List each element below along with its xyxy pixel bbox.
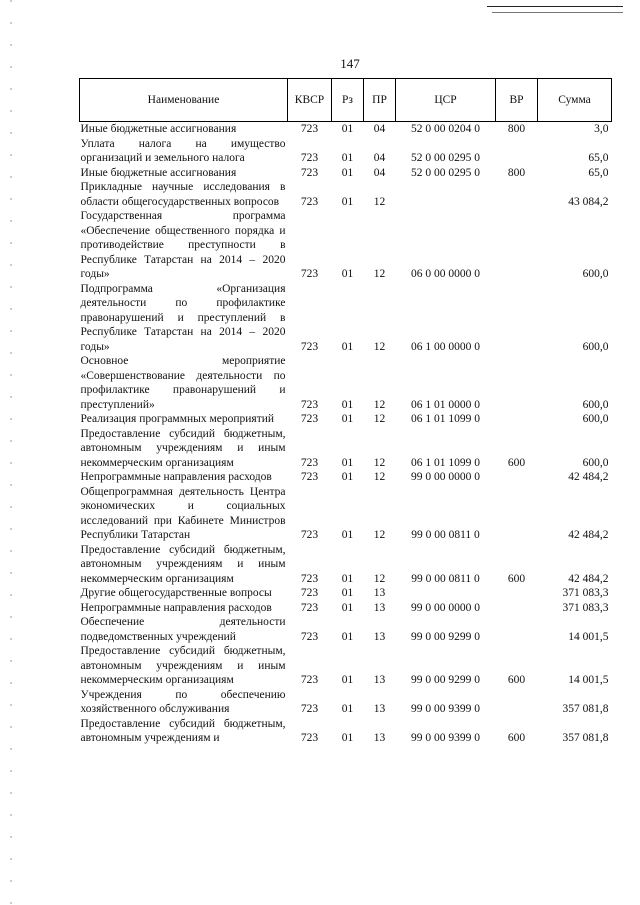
row-pr: 12: [373, 529, 386, 541]
row-kvsr: 723: [300, 572, 319, 585]
row-csr: 99 0 00 0000 0: [411, 471, 480, 483]
row-rz: 01: [341, 732, 354, 744]
row-rz: 01: [341, 398, 354, 411]
row-name: Иные бюджетные ассигнования: [80, 123, 237, 135]
row-sum: 42 484,2: [568, 529, 609, 541]
row-sum: 600,0: [582, 340, 609, 353]
row-csr: 99 0 00 0000 0: [411, 601, 480, 614]
row-kvsr: 723: [300, 471, 319, 483]
table-row: [80, 470, 612, 485]
table-row: [80, 601, 612, 616]
row-pr: 12: [373, 268, 386, 280]
row-pr: 12: [373, 195, 386, 208]
row-sum: 3,0: [594, 123, 609, 135]
row-vr: [496, 354, 538, 412]
table-row: [80, 644, 612, 688]
row-vr: 600: [507, 572, 526, 585]
row-vr: [496, 470, 538, 485]
row-sum: 42 484,2: [568, 471, 609, 483]
row-csr: 52 0 00 0295 0: [411, 166, 480, 179]
row-pr: 12: [373, 572, 386, 585]
row-vr: [496, 209, 538, 282]
row-sum: 14 001,5: [568, 630, 609, 643]
row-name: Предоставление субсидий бюджетным, автономным учреждениям и иным некоммерческим организациям: [80, 645, 286, 686]
row-vr: 800: [507, 166, 526, 179]
header-name: Наименование: [80, 79, 288, 122]
row-kvsr: 723: [300, 413, 319, 425]
table-row: [80, 282, 612, 355]
row-rz: 01: [341, 340, 354, 353]
table-row: [80, 615, 612, 644]
row-rz: 01: [341, 413, 354, 425]
row-csr: 52 0 00 0295 0: [411, 152, 480, 164]
row-pr: 12: [373, 413, 386, 425]
row-rz: 01: [341, 630, 354, 643]
row-vr: 600: [507, 456, 526, 469]
header-rule: [487, 6, 623, 7]
table-body: [80, 122, 612, 746]
row-pr: 13: [373, 587, 386, 599]
row-csr: 06 1 00 0000 0: [411, 340, 480, 353]
table-row: [80, 166, 612, 181]
row-pr: 12: [373, 340, 386, 353]
row-kvsr: 723: [300, 166, 319, 179]
header-sum: Сумма: [538, 79, 612, 122]
row-vr: [496, 180, 538, 209]
row-vr: [496, 412, 538, 427]
row-kvsr: 723: [300, 601, 319, 614]
row-pr: 04: [373, 123, 386, 135]
row-rz: 01: [341, 471, 354, 483]
row-csr: 99 0 00 0811 0: [411, 572, 480, 585]
row-name: Иные бюджетные ассигнования: [80, 166, 237, 179]
row-rz: 01: [341, 674, 354, 686]
row-rz: 01: [341, 587, 354, 599]
row-kvsr: 723: [300, 630, 319, 643]
row-kvsr: 723: [300, 456, 319, 469]
budget-table: [79, 78, 612, 746]
row-kvsr: 723: [300, 123, 319, 135]
row-kvsr: 723: [300, 674, 319, 686]
row-sum: 14 001,5: [568, 674, 609, 686]
table-row: [80, 717, 612, 746]
header-csr: ЦСР: [396, 79, 496, 122]
header-rz: Рз: [332, 79, 364, 122]
row-csr: 06 1 01 0000 0: [411, 398, 480, 411]
table-row: [80, 209, 612, 282]
row-csr: 06 1 01 1099 0: [411, 456, 480, 469]
row-pr: 12: [373, 456, 386, 469]
row-pr: 13: [373, 674, 386, 686]
row-kvsr: 723: [300, 398, 319, 411]
row-vr: [496, 137, 538, 166]
row-rz: 01: [341, 456, 354, 469]
row-pr: 13: [373, 703, 386, 715]
row-kvsr: 723: [300, 732, 319, 744]
row-kvsr: 723: [300, 703, 319, 715]
row-csr: 99 0 00 9299 0: [411, 630, 480, 643]
row-rz: 01: [341, 195, 354, 208]
row-vr: 600: [507, 732, 526, 744]
row-sum: 600,0: [582, 456, 609, 469]
row-kvsr: 723: [300, 529, 319, 541]
row-csr: 06 1 01 1099 0: [411, 413, 480, 425]
row-name: Учреждения по обеспечению хозяйственного обслуживания: [80, 688, 286, 715]
table-row: [80, 543, 612, 587]
row-kvsr: 723: [300, 340, 319, 353]
table-row: [80, 122, 612, 137]
table-row: [80, 688, 612, 717]
binding-margin-marks: [10, 0, 12, 905]
row-sum: 42 484,2: [568, 572, 609, 585]
table-row: [80, 412, 612, 427]
row-name: Непрограммные направления расходов: [80, 601, 272, 614]
row-rz: 01: [341, 123, 354, 135]
row-pr: 13: [373, 601, 386, 614]
row-rz: 01: [341, 152, 354, 164]
row-name: Предоставление субсидий бюджетным, автономным учреждениям и иным некоммерческим организациям: [80, 543, 286, 585]
row-vr: [496, 615, 538, 644]
table-row: [80, 485, 612, 543]
page-number: 147: [340, 56, 360, 71]
row-sum: 357 081,8: [562, 703, 609, 715]
row-name: Основное мероприятие «Совершенствование деятельности по профилактике правонарушений и преступлений»: [80, 355, 286, 411]
table-row: [80, 180, 612, 209]
row-vr: 800: [507, 123, 526, 135]
row-csr: 99 0 00 9299 0: [411, 674, 480, 686]
row-rz: 01: [341, 601, 354, 614]
row-csr: 99 0 00 0811 0: [411, 529, 480, 541]
row-csr: 06 0 00 0000 0: [411, 268, 480, 280]
row-kvsr: 723: [300, 152, 319, 164]
row-rz: 01: [341, 572, 354, 585]
table-header: [80, 79, 612, 122]
row-name: Другие общегосударственные вопросы: [80, 587, 272, 599]
row-vr: [496, 282, 538, 355]
row-sum: 357 081,8: [562, 732, 609, 744]
header-kvsr: КВСР: [288, 79, 332, 122]
row-pr: 04: [373, 152, 386, 164]
row-kvsr: 723: [300, 268, 319, 280]
row-sum: 600,0: [582, 413, 609, 425]
row-name: Общепрограммная деятельность Центра экономических и социальных исследований при Кабинете Министров Республики Татарстан: [80, 485, 286, 541]
row-name: Подпрограмма «Организация деятельности по профилактике правонарушений и преступлений в Республике Татарстан на 2014 – 2020 годы»: [80, 282, 286, 353]
table-row: [80, 427, 612, 471]
row-csr: [396, 586, 496, 601]
header-pr: ПР: [364, 79, 396, 122]
row-rz: 01: [341, 268, 354, 280]
row-pr: 12: [373, 471, 386, 483]
row-pr: 13: [373, 630, 386, 643]
row-vr: 600: [507, 674, 526, 686]
header-vr: ВР: [496, 79, 538, 122]
row-vr: [496, 485, 538, 543]
row-rz: 01: [341, 166, 354, 179]
row-vr: [496, 688, 538, 717]
row-pr: 13: [373, 732, 386, 744]
row-sum: 371 083,3: [562, 601, 609, 614]
row-vr: [496, 586, 538, 601]
row-rz: 01: [341, 529, 354, 541]
row-name: Обеспечение деятельности подведомственных учреждений: [80, 616, 286, 643]
row-sum: 43 084,2: [568, 195, 609, 208]
header-rule-secondary: [492, 12, 623, 13]
row-sum: 600,0: [582, 398, 609, 411]
row-kvsr: 723: [300, 587, 319, 599]
row-csr: 99 0 00 9399 0: [411, 703, 480, 715]
row-name: Государственная программа «Обеспечение общественного порядка и противодействие преступности в Республике Татарстан на 2014 – 2020 годы»: [80, 210, 286, 280]
row-csr: 52 0 00 0204 0: [411, 123, 480, 135]
table-row: [80, 354, 612, 412]
row-sum: 371 083,3: [562, 587, 609, 599]
row-name: Прикладные научные исследования в области общегосударственных вопросов: [80, 181, 286, 208]
table-row: [80, 586, 612, 601]
row-sum: 65,0: [588, 166, 609, 179]
row-vr: [496, 601, 538, 616]
table-row: [80, 137, 612, 166]
row-name: Реализация программных мероприятий: [80, 413, 275, 425]
row-csr: 99 0 00 9399 0: [411, 732, 480, 744]
row-name: Уплата налога на имущество организаций и земельного налога: [80, 137, 286, 164]
row-kvsr: 723: [300, 195, 319, 208]
row-pr: 04: [373, 166, 386, 179]
row-sum: 65,0: [588, 152, 609, 164]
row-csr: [396, 180, 496, 209]
row-rz: 01: [341, 703, 354, 715]
row-pr: 12: [373, 398, 386, 411]
row-name: Предоставление субсидий бюджетным, автономным учреждениям и: [80, 717, 286, 744]
row-sum: 600,0: [582, 268, 609, 280]
row-name: Предоставление субсидий бюджетным, автономным учреждениям и иным некоммерческим организациям: [80, 427, 286, 469]
row-name: Непрограммные направления расходов: [80, 471, 272, 483]
